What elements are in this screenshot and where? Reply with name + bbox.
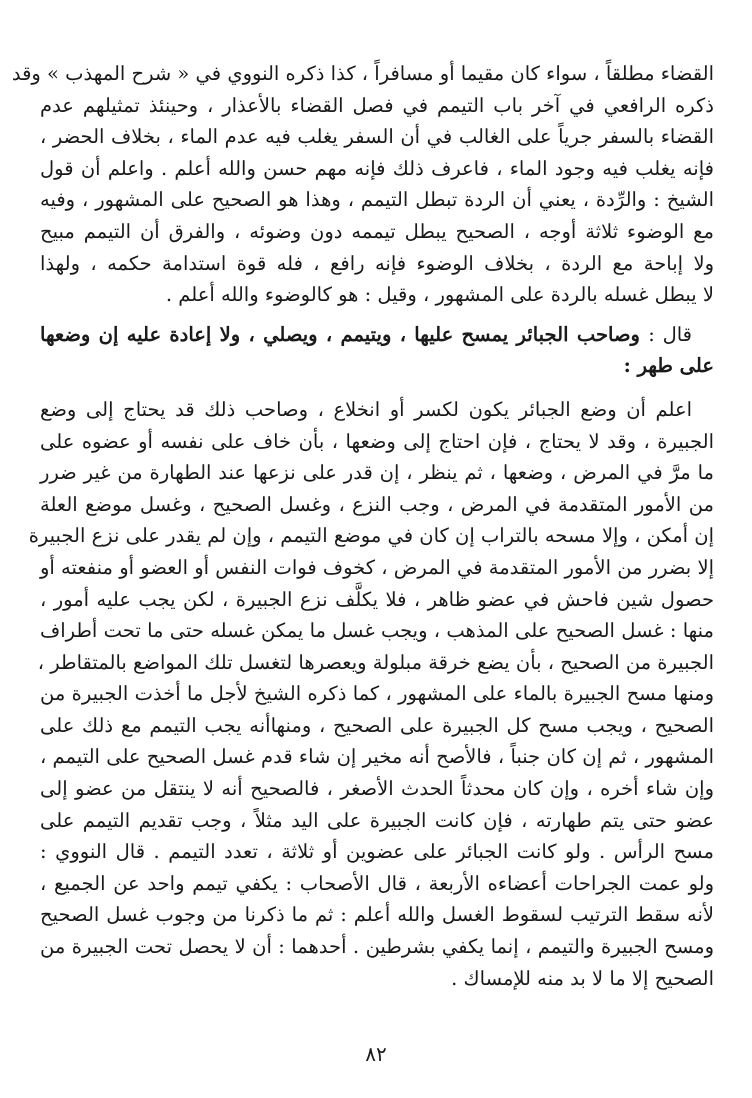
text-line: الصحيح إلا ما لا بد منه للإمساك . [451,966,714,990]
matn-text: وصاحب الجبائر يمسح عليها ، ويتيمم ، ويصلي ، ولا إعادة عليه إن وضعها [40,322,640,346]
text-line: المشهور ، ثم إن كان جنباً ، فالأصح أنه مخير إن شاء قدم غسل الصحيح على التيمم ، [40,745,714,769]
text-line: ومنها مسح الجبيرة بالماء على المشهور ، كما ذكره الشيخ لأجل ما أخذت الجبيرة من [40,682,714,706]
text-line: ولا إباحة مع الردة ، بخلاف الوضوء فإنه رافع ، فله قوة استدامة حكمه ، ولهذا [40,251,714,275]
text-line: حصول شين فاحش في عضو ظاهر ، فلا يكلَّف نزع الجبيرة ، لكن يجب عليه أمور ، [40,587,714,611]
page-number: ٨٢ [365,1042,387,1066]
text-line: الجبيرة ، وقد لا يحتاج ، فإن احتاج إلى وضعها ، بأن خاف على نفسه أو عضوه على [40,429,714,453]
text-line: منها : غسل الصحيح على المذهب ، ويجب غسل ما يمكن غسله حتى ما تحت أطراف [40,619,714,643]
text-line: لأنه سقط الترتيب لسقوط الغسل والله أعلم : ثم ما ذكرنا من وجوب غسل الصحيح [40,903,714,927]
text-line: اعلم أن وضع الجبائر يكون لكسر أو انخلاع ، وصاحب ذلك قد يحتاج إلى وضع [40,397,692,421]
text-line: ذكره الرافعي في آخر باب التيمم في فصل القضاء بالأعذار ، وحينئذ تمثيلهم عدم [40,93,714,117]
text-line: عضو حتى يتم طهارته ، فإن كانت الجبيرة على اليد مثلاً ، وجب تقديم التيمم على [40,808,714,832]
text-line: مع الوضوء ثلاثة أوجه ، الصحيح يبطل تيممه دون وضوئه ، والفرق أن التيمم مبيح [40,219,714,243]
text-line: إن أمكن ، وإلا مسحه بالتراب إن كان في موضع التيمم ، وإن لم يقدر على نزع الجبيرة [28,524,714,548]
text-line: لا يبطل غسله بالردة على المشهور ، وقيل : هو كالوضوء والله أعلم . [165,283,714,307]
book-page [11,58,714,994]
text-line: ولو عمت الجراحات أعضاءه الأربعة ، قال الأصحاب : يكفي تيمم واحد عن الجميع ، [40,871,714,895]
text-line: ما مرَّ في المرض ، وضعها ، ثم ينظر ، إن قدر على نزعها عند الطهارة من غير ضرر [40,461,714,485]
paragraph-jabira-commentary [28,394,714,994]
text-line: القضاء بالسفر جرياً على الغالب في أن السفر يغلب فيه عدم الماء ، بخلاف الحضر ، [40,125,714,149]
matn-statement [40,319,714,382]
text-line: من الأمور المتقدمة في المرض ، وجب النزع ، وغسل الصحيح ، وغسل موضع العلة [40,492,714,516]
text-line: القضاء مطلقاً ، سواء كان مقيما أو مسافراً ، كذا ذكره النووي في « شرح المهذب » وقد [11,62,714,85]
text-line [40,319,714,351]
text-line: على طهر : [623,354,714,378]
text-line: إلا بضرر من الأمور المتقدمة في المرض ، كخوف فوات النفس أو العضو أو منفعته أو [40,555,714,579]
text-line: الصحيح ، ويجب مسح كل الجبيرة على الصحيح ، ومنهاأنه يجب التيمم مع ذلك على [40,713,714,737]
qala-lead: قال : [648,322,692,346]
text-line: وإن شاء أخره ، وإن كان محدثاً الحدث الأصغر ، فالصحيح أنه لا ينتقل من عضو إلى [40,777,714,801]
text-line: مسح الرأس . ولو كانت الجبائر على عضوين أو ثلاثة ، تعدد التيمم . قال النووي : [40,840,714,864]
text-line: ومسح الجبيرة والتيمم ، إنما يكفي بشرطين . أحدهما : أن لا يحصل تحت الجبيرة من [40,935,714,959]
text-line: الجبيرة من الصحيح ، بأن يضع خرقة مبلولة ويعصرها لتغسل تلك المواضع بالمتقاطر ، [37,650,714,674]
paragraph-tayammum-qada [11,58,714,311]
text-line: فإنه يغلب فيه وجود الماء ، فاعرف ذلك فإنه مهم حسن والله أعلم . واعلم أن قول [40,156,714,180]
text-line: الشيخ : والرِّدة ، يعني أن الردة تبطل التيمم ، وهذا هو الصحيح على المشهور ، وفيه [40,188,714,212]
